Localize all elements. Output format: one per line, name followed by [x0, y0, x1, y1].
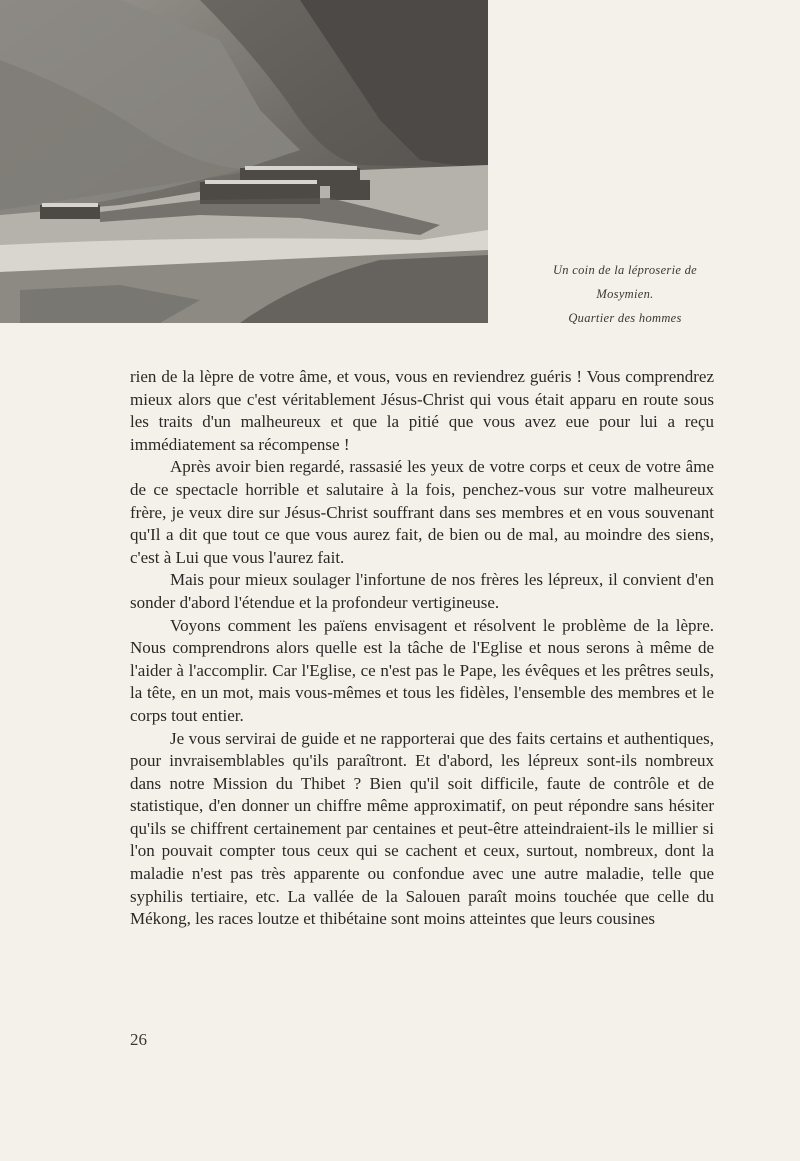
paragraph: Mais pour mieux soulager l'infortune de nos frères les lépreux, il convient d'en sonder d'abord l'étendue et la profondeur vertigineuse.	[130, 570, 714, 612]
caption-line: Mosymien.	[596, 287, 654, 301]
page-number: 26	[130, 1030, 147, 1049]
paragraph: Voyons comment les païens envisagent et résolvent le problème de la lèpre. Nous comprendrons alors quelle est la tâche de l'Eglise et nous serons à même de l'aider à l'accomplir. Car l'Eglise, ce n'est pas le Pape, les évêques et les prêtres seuls, la tête, en un mot, mais vous-mêmes et tous les fidèles, l'ensemble des membres et le corps tout entier.	[130, 615, 714, 725]
caption-line: Un coin de la léproserie de	[552, 263, 698, 277]
paragraph: Je vous servirai de guide et ne rapporterai que des faits certains et authentiques, pour invraisemblables qu'ils paraîtront. Et d'abord, les lépreux sont-ils nombreux dans notre Mission du Thibet ? Bien qu'il soit difficile, faute de contrôle et de statistique, d'en donner un chiffre même approximatif, on peut répondre sans hésiter qu'ils se chiffrent certainement par centaines et peut-être atteindraient-ils le millier si l'on pouvait compter tous ceux qui se cachent et ceux, surtout, nombreux, dont la maladie n'est pas très apparente ou confondue avec une autre maladie, telle que syphilis tertiaire, etc. La vallée de la Salouen paraît moins touchée que celle du Mékong, les races loutze et thibétaine sont moins atteintes que leurs cousines	[130, 728, 714, 929]
body-text	[130, 366, 714, 931]
photo-caption	[520, 258, 730, 330]
paragraph: rien de la lèpre de votre âme, et vous, vous en reviendrez guéris ! Vous comprendrez mieux alors que c'est véritablement Jésus-Christ qui vous était apparu en route sous les traits d'un malheureux et que la pitié que vous avez eue pour lui a reçu immédiatement sa récompense !	[130, 367, 714, 454]
caption-line: Quartier des hommes	[568, 311, 682, 325]
paragraph: Après avoir bien regardé, rassasié les yeux de votre corps et ceux de votre âme de ce spectacle horrible et salutaire à la fois, penchez-vous sur votre malheureux frère, je veux dire sur Jésus-Christ souffrant dans ses membres et en vous souvenant qu'Il a dit que tout ce que vous aurez fait, de bien ou de mal, au moindre des siens, c'est à Lui que vous l'aurez fait.	[130, 457, 714, 567]
leprosarium-photo	[0, 0, 488, 323]
